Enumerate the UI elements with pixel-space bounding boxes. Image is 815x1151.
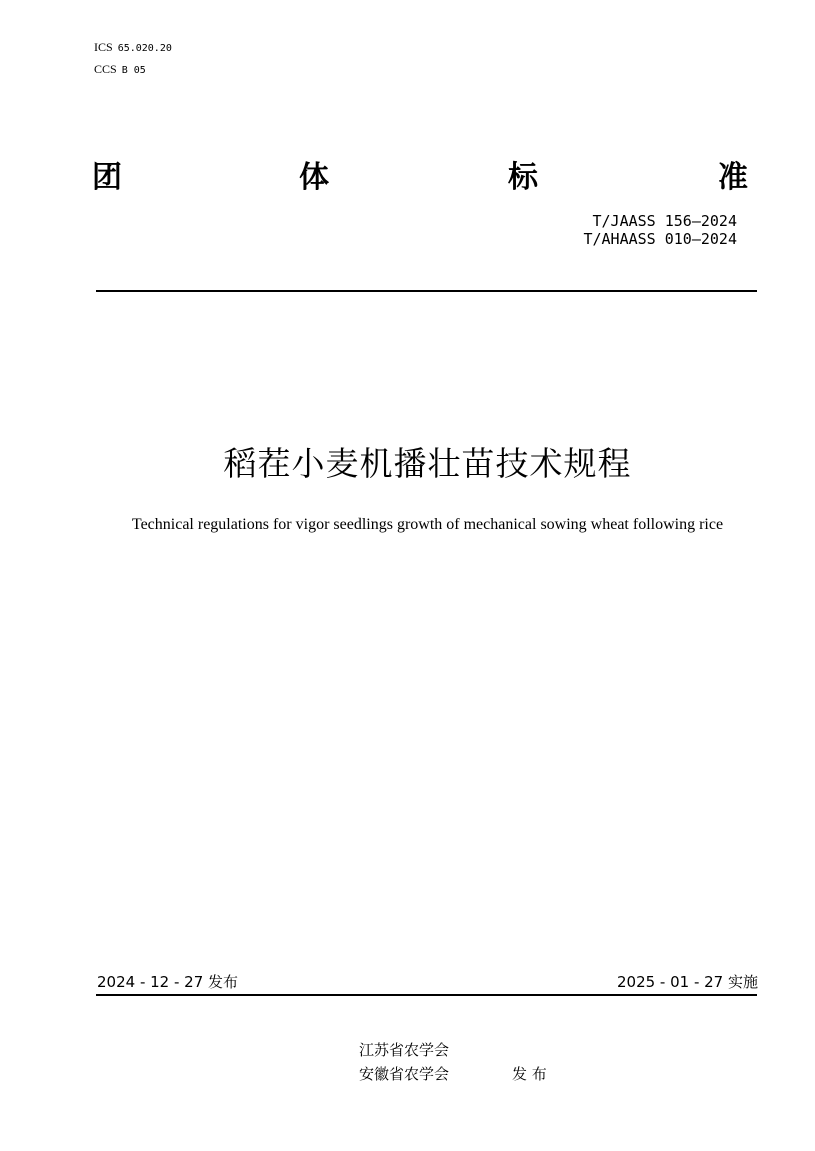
ics-value: 65.020.20 (117, 43, 172, 54)
ccs-label: CCS (94, 62, 117, 76)
standard-type-char-1: 团 (92, 160, 122, 195)
standard-number-2: T/AHAASS 010—2024 (583, 230, 737, 248)
header-rule (96, 290, 757, 292)
footer-rule (96, 994, 757, 996)
standard-type-char-2: 体 (299, 160, 329, 195)
issuer-1: 江苏省农学会 (359, 1041, 450, 1059)
publish-date: 2024 - 12 - 27 发布 (97, 973, 239, 991)
ics-code (94, 40, 172, 56)
title-english: Technical regulations for vigor seedlings growth of mechanical sowing wheat following rice (131, 516, 724, 533)
issue-label: 发 布 (512, 1065, 547, 1083)
implement-date: 2025 - 01 - 27 实施 (616, 973, 758, 991)
ccs-code (94, 62, 146, 78)
title-chinese: 稻茬小麦机播壮苗技术规程 (223, 444, 632, 483)
standard-type-char-4: 准 (718, 160, 748, 195)
ccs-value: B 05 (121, 65, 146, 76)
standard-number-1: T/JAASS 156—2024 (592, 212, 737, 230)
ics-label: ICS (94, 40, 113, 54)
issuer-2: 安徽省农学会 (359, 1065, 450, 1083)
standard-type-char-3: 标 (508, 160, 538, 195)
